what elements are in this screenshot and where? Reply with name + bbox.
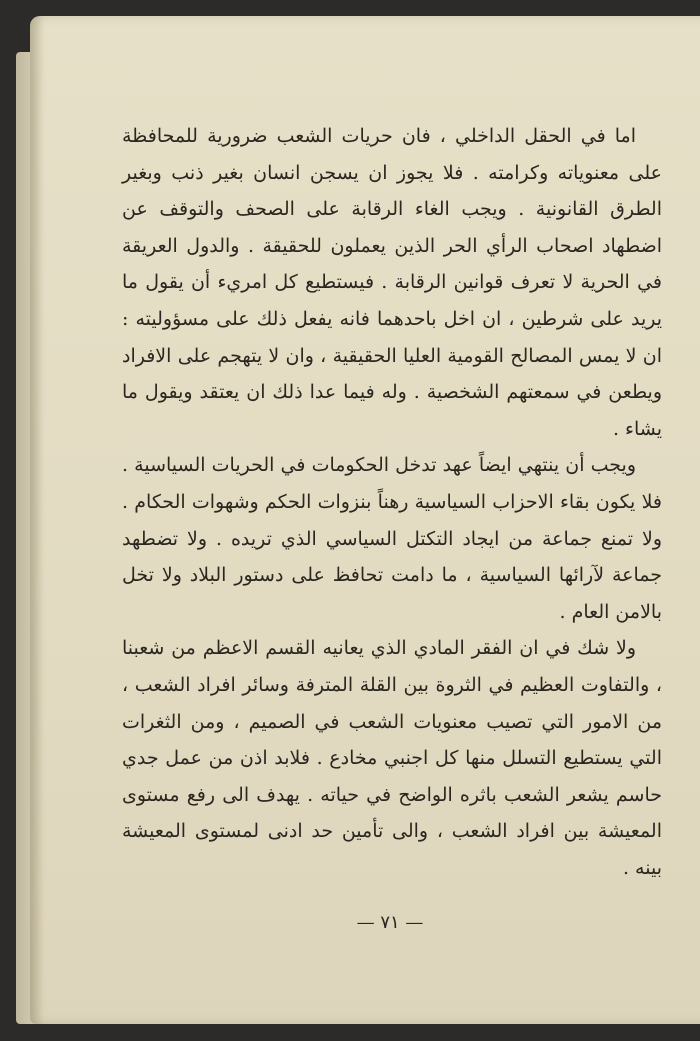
page-number: — ٧١ — (356, 912, 424, 933)
paragraph-poverty: ولا شك في ان الفقر المادي الذي يعانيه القسم الاعظم من شعبنا ، والتفاوت العظيم في الثروة بين القلة المترفة وسائر افراد الشعب ، من الامور التي تصيب معنويات الشعب في الصميم ، ومن الثغرات التي يستطيع التسلل منها كل اجنبي مخادع . فلابد اذن من عمل جدي حاسم يشعر الشعب باثره الواضح في حياته . يهدف الى رفع مستوى المعيشة بين افراد الشعب ، والى تأمين حد ادنى لمستوى المعيشة بينه . (122, 637, 662, 879)
paragraph-political-freedoms: ويجب أن ينتهي ايضاً عهد تدخل الحكومات في الحريات السياسية . فلا يكون بقاء الاحزاب السياسية رهناً بنزوات الحكم وشهوات الحكام . ولا تمنع جماعة من ايجاد التكتل السياسي الذي تريده . ولا تضطهد جماعة لآرائها السياسية ، ما دامت تحافظ على دستور البلاد ولا تخل بالامن العام . (122, 454, 662, 623)
paragraph-domestic-freedoms: اما في الحقل الداخلي ، فان حريات الشعب ضرورية للمحافظة على معنوياته وكرامته . فلا يجوز ان يسجن انسان بغير ذنب وبغير الطرق القانونية . ويجب الغاء الرقابة على الصحف والتوقف عن اضطهاد اصحاب الرأي الحر الذين يعملون للحقيقة . والدول العريقة في الحرية لا تعرف قوانين الرقابة . فيستطيع كل امريء أن يقول ما يريد على شرطين ، ان اخل باحدهما فانه يفعل ذلك على مسؤوليته : ان لا يمس المصالح القومية العليا الحقيقية ، وان لا يتهجم على الافراد ويطعن في سمعتهم الشخصية . وله فيما عدا ذلك ان يعتقد ويقول ما يشاء . (122, 125, 662, 440)
body-text (122, 118, 662, 886)
